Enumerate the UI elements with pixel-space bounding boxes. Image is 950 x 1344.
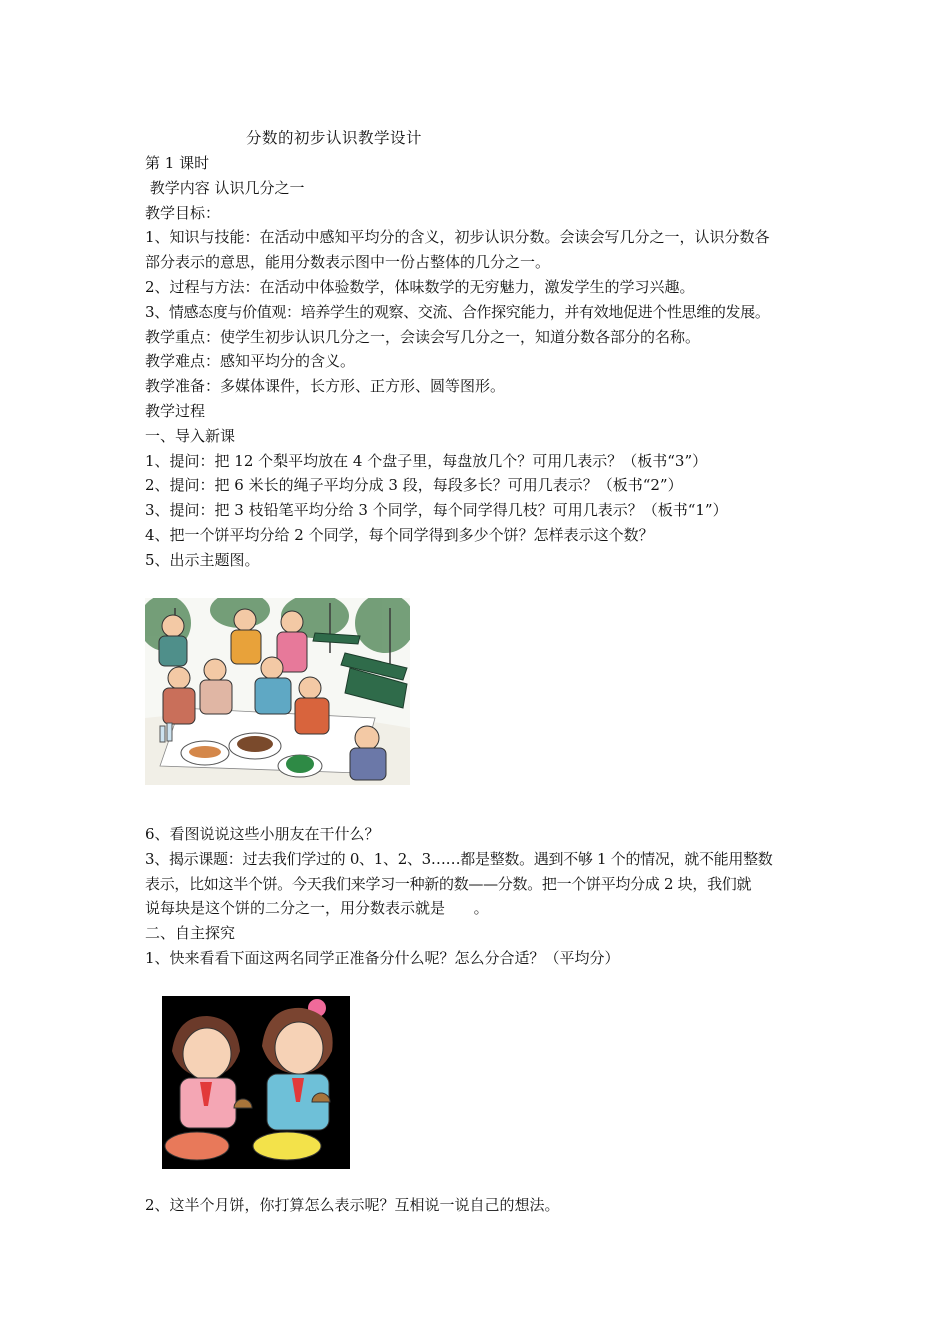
page-title: 分数的初步认识教学设计 — [246, 129, 423, 147]
text-line: 4、把一个饼平均分给 2 个同学，每个同学得到多少个饼？怎样表示这个数？ — [145, 525, 654, 544]
text-line: 2、这半个月饼，你打算怎么表示呢？互相说一说自己的想法。 — [145, 1196, 560, 1214]
picnic-scene-image — [145, 598, 410, 785]
text-line: 1、知识与技能：在活动中感知平均分的含义，初步认识分数。会读会写几分之一，认识分数各 — [145, 228, 770, 247]
two-girls-illustration — [162, 996, 350, 1169]
body-section-top — [145, 151, 825, 573]
text-line: 1、提问：把 12 个梨平均放在 4 个盘子里，每盘放几个？可用几表示？（板书“3”） — [145, 451, 708, 470]
text-line: 表示，比如这半个饼。今天我们来学习一种新的数——分数。把一个饼平均分成 2 块，我们就 — [145, 874, 752, 893]
text-line: 说每块是这个饼的二分之一，用分数表示就是 。 — [145, 899, 489, 918]
text-line: 第 1 课时 — [145, 154, 210, 172]
text-line: 教学内容 认识几分之一 — [145, 178, 305, 197]
text-line: 二、自主探究 — [145, 924, 236, 943]
text-line: 教学重点：使学生初步认识几分之一，会读会写几分之一，知道分数各部分的名称。 — [145, 327, 701, 346]
two-girls-image — [162, 996, 350, 1169]
text-line: 一、导入新课 — [145, 426, 236, 445]
body-section-middle — [145, 822, 825, 971]
text-line: 2、提问：把 6 米长的绳子平均分成 3 段，每段多长？可用几表示？（板书“2”） — [145, 476, 683, 495]
text-line: 3、揭示课题：过去我们学过的 0、1、2、3……都是整数。遇到不够 1 个的情况，就不能用整数 — [145, 849, 773, 868]
picnic-scene-illustration — [145, 598, 410, 785]
text-line: 3、提问：把 3 枝铅笔平均分给 3 个同学，每个同学得几枝？可用几表示？（板书“1”） — [145, 501, 728, 520]
text-line: 教学目标： — [145, 203, 221, 222]
text-line: 部分表示的意思，能用分数表示图中一份占整体的几分之一。 — [145, 253, 551, 272]
text-line: 3、情感态度与价值观：培养学生的观察、交流、合作探究能力，并有效地促进个性思维的发展。 — [145, 302, 770, 321]
text-line: 教学过程 — [145, 401, 206, 420]
text-line: 1、快来看看下面这两名同学正准备分什么呢？怎么分合适？（平均分） — [145, 948, 620, 967]
text-line: 2、过程与方法：在活动中体验数学，体味数学的无穷魅力，激发学生的学习兴趣。 — [145, 277, 695, 296]
text-line: 教学准备：多媒体课件，长方形、正方形、圆等图形。 — [145, 377, 506, 396]
text-line: 5、出示主题图。 — [145, 550, 260, 569]
text-line: 6、看图说说这些小朋友在干什么？ — [145, 825, 380, 843]
text-line: 教学难点：感知平均分的含义。 — [145, 352, 356, 371]
